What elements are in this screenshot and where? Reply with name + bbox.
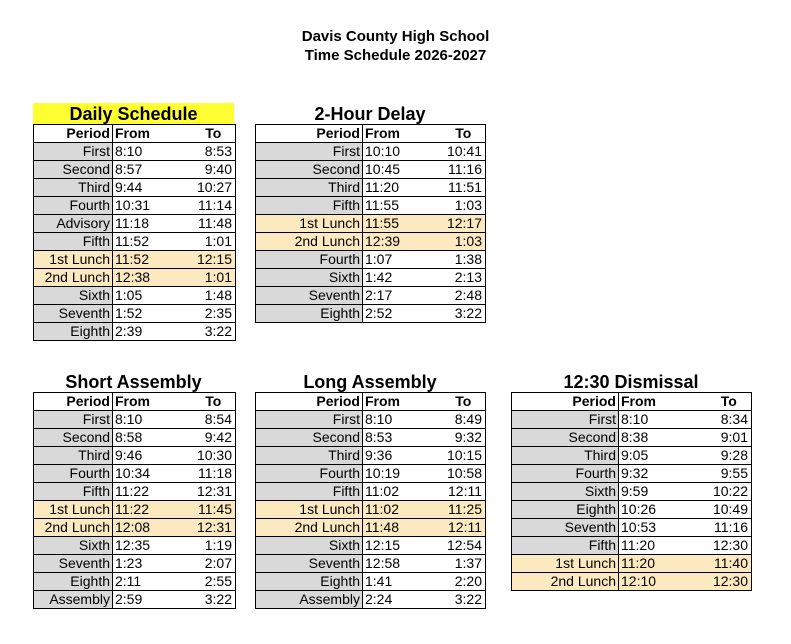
column-header-from: From — [619, 393, 707, 411]
to-cell: 12:11 — [442, 519, 486, 537]
period-cell: Second — [34, 429, 113, 447]
column-header-to: To — [192, 393, 236, 411]
to-cell: 12:31 — [192, 519, 236, 537]
to-cell: 9:55 — [707, 465, 752, 483]
short-assembly-title: Short Assembly — [65, 372, 202, 392]
from-cell: 10:53 — [619, 519, 707, 537]
from-cell: 11:02 — [363, 483, 442, 501]
to-cell: 10:41 — [442, 143, 486, 161]
to-cell: 1:01 — [192, 233, 236, 251]
period-cell: First — [512, 411, 619, 429]
table-row — [34, 215, 236, 233]
to-cell: 3:22 — [192, 323, 236, 341]
period-cell: Fourth — [256, 251, 363, 269]
to-cell: 2:55 — [192, 573, 236, 591]
dismissal-1230-table — [511, 392, 752, 591]
from-cell: 2:24 — [363, 591, 442, 609]
column-header-period: Period — [34, 125, 113, 143]
from-cell: 10:26 — [619, 501, 707, 519]
period-cell: 1st Lunch — [256, 215, 363, 233]
table-row — [256, 179, 486, 197]
period-cell: Fourth — [34, 465, 113, 483]
period-cell: Sixth — [256, 537, 363, 555]
table-row — [512, 447, 752, 465]
table-row — [34, 179, 236, 197]
table-row — [256, 251, 486, 269]
to-cell: 1:38 — [442, 251, 486, 269]
table-row — [256, 501, 486, 519]
period-cell: Seventh — [512, 519, 619, 537]
from-cell: 12:10 — [619, 573, 707, 591]
from-cell: 2:52 — [363, 305, 442, 323]
to-cell: 9:40 — [192, 161, 236, 179]
from-cell: 8:57 — [113, 161, 192, 179]
from-cell: 9:46 — [113, 447, 192, 465]
table-row — [512, 465, 752, 483]
from-cell: 10:19 — [363, 465, 442, 483]
table-header-row — [512, 393, 752, 411]
to-cell: 2:48 — [442, 287, 486, 305]
from-cell: 11:48 — [363, 519, 442, 537]
table-row — [34, 537, 236, 555]
to-cell: 11:18 — [192, 465, 236, 483]
to-cell: 10:58 — [442, 465, 486, 483]
period-cell: Third — [256, 179, 363, 197]
period-cell: Sixth — [34, 287, 113, 305]
from-cell: 1:05 — [113, 287, 192, 305]
from-cell: 10:34 — [113, 465, 192, 483]
to-cell: 9:01 — [707, 429, 752, 447]
table-row — [256, 555, 486, 573]
from-cell: 11:20 — [363, 179, 442, 197]
to-cell: 10:30 — [192, 447, 236, 465]
column-header-from: From — [363, 393, 442, 411]
table-row — [512, 555, 752, 573]
from-cell: 11:02 — [363, 501, 442, 519]
period-cell: Third — [34, 447, 113, 465]
table-row — [512, 519, 752, 537]
from-cell: 9:44 — [113, 179, 192, 197]
schedule-subtitle: Time Schedule 2026-2027 — [304, 47, 487, 64]
to-cell: 12:30 — [707, 537, 752, 555]
table-row — [34, 555, 236, 573]
period-cell: Eighth — [34, 573, 113, 591]
period-cell: First — [256, 143, 363, 161]
to-cell: 8:49 — [442, 411, 486, 429]
from-cell: 10:31 — [113, 197, 192, 215]
table-row — [256, 465, 486, 483]
table-row — [256, 287, 486, 305]
period-cell: Eighth — [256, 573, 363, 591]
period-cell: 1st Lunch — [512, 555, 619, 573]
table-row — [34, 447, 236, 465]
to-cell: 10:15 — [442, 447, 486, 465]
from-cell: 12:39 — [363, 233, 442, 251]
to-cell: 2:20 — [442, 573, 486, 591]
from-cell: 11:55 — [363, 215, 442, 233]
table-row — [256, 215, 486, 233]
from-cell: 8:53 — [363, 429, 442, 447]
short-assembly-table — [33, 392, 236, 609]
table-row — [256, 519, 486, 537]
table-header-row — [256, 393, 486, 411]
column-header-period: Period — [256, 125, 363, 143]
from-cell: 1:07 — [363, 251, 442, 269]
long-assembly-table — [255, 392, 486, 609]
period-cell: Fourth — [256, 465, 363, 483]
to-cell: 1:19 — [192, 537, 236, 555]
from-cell: 11:22 — [113, 501, 192, 519]
period-cell: Fifth — [256, 483, 363, 501]
period-cell: Fourth — [512, 465, 619, 483]
from-cell: 1:41 — [363, 573, 442, 591]
period-cell: Eighth — [34, 323, 113, 341]
table-header-row — [34, 125, 236, 143]
table-row — [256, 143, 486, 161]
period-cell: First — [34, 143, 113, 161]
from-cell: 11:22 — [113, 483, 192, 501]
table-row — [256, 483, 486, 501]
from-cell: 8:10 — [619, 411, 707, 429]
column-header-period: Period — [512, 393, 619, 411]
period-cell: Third — [256, 447, 363, 465]
table-row — [34, 287, 236, 305]
table-row — [256, 269, 486, 287]
table-row — [34, 233, 236, 251]
two-hour-delay-title: 2-Hour Delay — [314, 104, 426, 124]
to-cell: 11:48 — [192, 215, 236, 233]
period-cell: First — [34, 411, 113, 429]
table-row — [256, 411, 486, 429]
table-row — [34, 411, 236, 429]
from-cell: 8:10 — [113, 411, 192, 429]
period-cell: Seventh — [256, 555, 363, 573]
period-cell: Seventh — [34, 555, 113, 573]
table-row — [256, 447, 486, 465]
to-cell: 10:22 — [707, 483, 752, 501]
from-cell: 9:36 — [363, 447, 442, 465]
long-assembly-title: Long Assembly — [303, 372, 437, 392]
column-header-to: To — [442, 125, 486, 143]
period-cell: 2nd Lunch — [34, 269, 113, 287]
to-cell: 8:53 — [192, 143, 236, 161]
from-cell: 9:32 — [619, 465, 707, 483]
from-cell: 11:20 — [619, 537, 707, 555]
to-cell: 10:27 — [192, 179, 236, 197]
two-hour-delay-table — [255, 124, 486, 323]
from-cell: 8:10 — [363, 411, 442, 429]
to-cell: 10:49 — [707, 501, 752, 519]
table-row — [34, 573, 236, 591]
period-cell: Sixth — [512, 483, 619, 501]
period-cell: Second — [256, 429, 363, 447]
period-cell: Second — [34, 161, 113, 179]
table-row — [256, 197, 486, 215]
to-cell: 12:30 — [707, 573, 752, 591]
from-cell: 1:23 — [113, 555, 192, 573]
period-cell: 2nd Lunch — [256, 519, 363, 537]
period-cell: Fifth — [34, 483, 113, 501]
table-row — [34, 197, 236, 215]
table-row — [34, 161, 236, 179]
from-cell: 2:39 — [113, 323, 192, 341]
to-cell: 12:15 — [192, 251, 236, 269]
to-cell: 9:32 — [442, 429, 486, 447]
table-row — [34, 305, 236, 323]
table-row — [256, 161, 486, 179]
table-row — [34, 323, 236, 341]
to-cell: 1:01 — [192, 269, 236, 287]
to-cell: 11:16 — [442, 161, 486, 179]
to-cell: 8:54 — [192, 411, 236, 429]
to-cell: 1:37 — [442, 555, 486, 573]
to-cell: 11:25 — [442, 501, 486, 519]
to-cell: 12:54 — [442, 537, 486, 555]
from-cell: 12:08 — [113, 519, 192, 537]
period-cell: Assembly — [34, 591, 113, 609]
dismissal-1230-title: 12:30 Dismissal — [563, 372, 699, 392]
table-row — [34, 429, 236, 447]
table-row — [256, 537, 486, 555]
period-cell: Second — [512, 429, 619, 447]
from-cell: 12:15 — [363, 537, 442, 555]
table-row — [34, 591, 236, 609]
to-cell: 1:03 — [442, 197, 486, 215]
to-cell: 3:22 — [442, 305, 486, 323]
to-cell: 3:22 — [192, 591, 236, 609]
table-row — [256, 429, 486, 447]
period-cell: Advisory — [34, 215, 113, 233]
from-cell: 9:05 — [619, 447, 707, 465]
from-cell: 12:58 — [363, 555, 442, 573]
from-cell: 10:10 — [363, 143, 442, 161]
table-row — [34, 519, 236, 537]
table-header-row — [256, 125, 486, 143]
from-cell: 1:52 — [113, 305, 192, 323]
from-cell: 12:35 — [113, 537, 192, 555]
from-cell: 10:45 — [363, 161, 442, 179]
table-row — [34, 483, 236, 501]
table-row — [256, 573, 486, 591]
from-cell: 9:59 — [619, 483, 707, 501]
from-cell: 11:20 — [619, 555, 707, 573]
to-cell: 12:11 — [442, 483, 486, 501]
period-cell: Sixth — [34, 537, 113, 555]
period-cell: Fifth — [34, 233, 113, 251]
table-row — [512, 483, 752, 501]
to-cell: 12:17 — [442, 215, 486, 233]
to-cell: 12:31 — [192, 483, 236, 501]
daily-schedule-table — [33, 124, 236, 341]
to-cell: 11:14 — [192, 197, 236, 215]
table-row — [512, 429, 752, 447]
school-name: Davis County High School — [301, 28, 490, 45]
column-header-to: To — [192, 125, 236, 143]
from-cell: 11:55 — [363, 197, 442, 215]
from-cell: 2:11 — [113, 573, 192, 591]
column-header-from: From — [113, 393, 192, 411]
column-header-from: From — [363, 125, 442, 143]
to-cell: 1:48 — [192, 287, 236, 305]
period-cell: 2nd Lunch — [512, 573, 619, 591]
period-cell: Eighth — [512, 501, 619, 519]
from-cell: 2:59 — [113, 591, 192, 609]
table-row — [512, 573, 752, 591]
period-cell: 1st Lunch — [34, 501, 113, 519]
period-cell: 2nd Lunch — [34, 519, 113, 537]
period-cell: Sixth — [256, 269, 363, 287]
from-cell: 8:38 — [619, 429, 707, 447]
table-row — [512, 411, 752, 429]
from-cell: 8:58 — [113, 429, 192, 447]
column-header-period: Period — [256, 393, 363, 411]
table-row — [256, 591, 486, 609]
to-cell: 2:07 — [192, 555, 236, 573]
to-cell: 2:35 — [192, 305, 236, 323]
period-cell: Eighth — [256, 305, 363, 323]
table-row — [512, 537, 752, 555]
table-row — [34, 501, 236, 519]
period-cell: Fifth — [256, 197, 363, 215]
from-cell: 11:52 — [113, 233, 192, 251]
to-cell: 8:34 — [707, 411, 752, 429]
from-cell: 8:10 — [113, 143, 192, 161]
period-cell: 1st Lunch — [34, 251, 113, 269]
to-cell: 3:22 — [442, 591, 486, 609]
column-header-to: To — [442, 393, 486, 411]
period-cell: Seventh — [34, 305, 113, 323]
period-cell: 2nd Lunch — [256, 233, 363, 251]
period-cell: Seventh — [256, 287, 363, 305]
table-row — [34, 465, 236, 483]
period-cell: 1st Lunch — [256, 501, 363, 519]
to-cell: 1:03 — [442, 233, 486, 251]
table-row — [512, 501, 752, 519]
period-cell: Third — [512, 447, 619, 465]
to-cell: 9:28 — [707, 447, 752, 465]
from-cell: 12:38 — [113, 269, 192, 287]
table-row — [34, 269, 236, 287]
period-cell: Third — [34, 179, 113, 197]
from-cell: 11:18 — [113, 215, 192, 233]
table-header-row — [34, 393, 236, 411]
column-header-period: Period — [34, 393, 113, 411]
to-cell: 11:51 — [442, 179, 486, 197]
to-cell: 11:40 — [707, 555, 752, 573]
table-row — [256, 233, 486, 251]
to-cell: 11:45 — [192, 501, 236, 519]
period-cell: Fourth — [34, 197, 113, 215]
column-header-to: To — [707, 393, 752, 411]
from-cell: 11:52 — [113, 251, 192, 269]
column-header-from: From — [113, 125, 192, 143]
table-row — [34, 143, 236, 161]
table-row — [256, 305, 486, 323]
from-cell: 2:17 — [363, 287, 442, 305]
daily-schedule-title: Daily Schedule — [33, 103, 234, 125]
period-cell: Second — [256, 161, 363, 179]
from-cell: 1:42 — [363, 269, 442, 287]
table-row — [34, 251, 236, 269]
to-cell: 2:13 — [442, 269, 486, 287]
to-cell: 11:16 — [707, 519, 752, 537]
period-cell: First — [256, 411, 363, 429]
period-cell: Assembly — [256, 591, 363, 609]
to-cell: 9:42 — [192, 429, 236, 447]
period-cell: Fifth — [512, 537, 619, 555]
